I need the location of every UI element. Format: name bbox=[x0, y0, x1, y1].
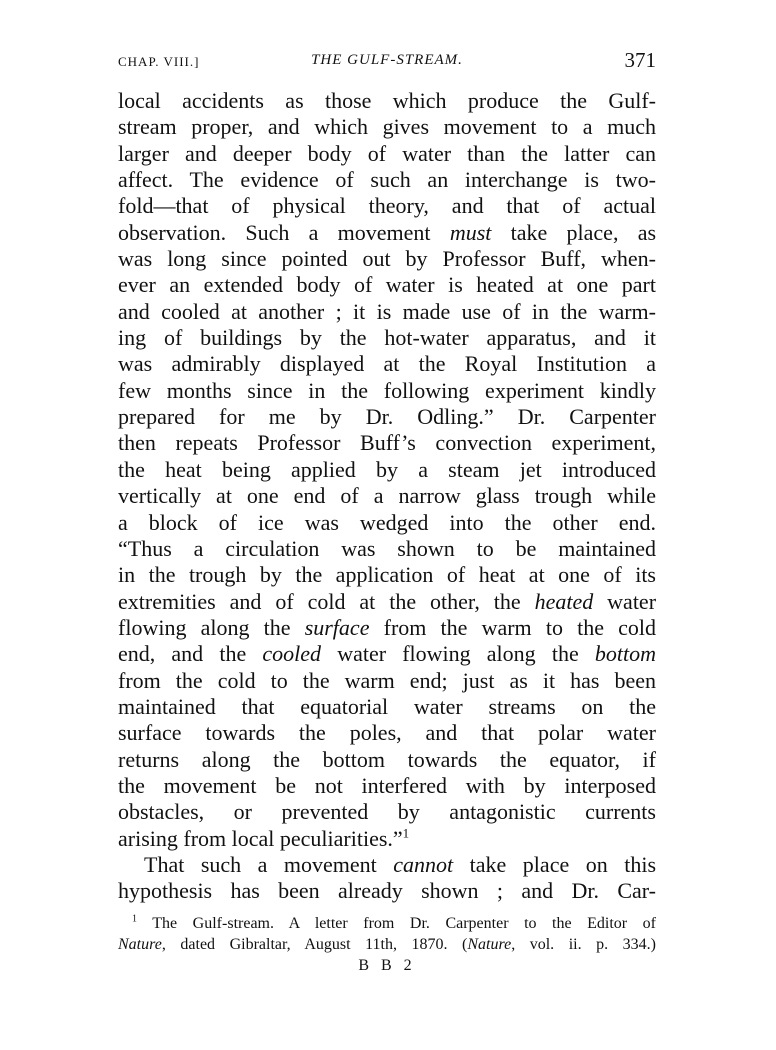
text-line: a block of ice was wedged into the other end. bbox=[118, 509, 656, 535]
text-line: larger and deeper body of water than the latter can bbox=[118, 140, 656, 166]
text-line: vertically at one end of a narrow glass trough while bbox=[118, 483, 656, 509]
italic-word: cannot bbox=[393, 851, 454, 877]
text-line: local accidents as those which produce the Gulf- bbox=[118, 88, 656, 113]
footnote-reference: 1 bbox=[402, 825, 410, 841]
italic-word: must bbox=[449, 219, 492, 245]
text-line: returns along the bottom towards the equator, if bbox=[118, 746, 656, 772]
text-fragment: take place on this bbox=[469, 851, 656, 877]
text-fragment: That such a movement bbox=[144, 851, 377, 877]
text-line bbox=[118, 852, 656, 878]
book-page bbox=[118, 46, 656, 975]
italic-word: heated bbox=[534, 588, 594, 614]
text-line: the movement be not interfered with by interposed bbox=[118, 772, 656, 798]
text-line: was admirably displayed at the Royal Institution a bbox=[118, 351, 656, 377]
text-line: obstacles, or prevented by antagonistic currents bbox=[118, 799, 656, 825]
footnote-text: , vol. ii. p. 334.) bbox=[511, 935, 656, 953]
text-fragment: flowing along the bbox=[118, 614, 291, 640]
text-line: the heat being applied by a steam jet introduced bbox=[118, 456, 656, 482]
footnote bbox=[118, 913, 656, 955]
text-fragment: arising from local peculiarities.” bbox=[118, 825, 403, 851]
text-fragment: water bbox=[607, 588, 657, 614]
text-fragment: end, and the bbox=[118, 641, 247, 667]
running-header bbox=[118, 46, 656, 76]
text-line: ing of buildings by the hot-water apparatus, and it bbox=[118, 325, 656, 351]
footnote-text: The Gulf-stream. A letter from Dr. Carpenter to the Editor of bbox=[152, 914, 657, 932]
text-line: hypothesis has been already shown ; and Dr. Car- bbox=[118, 878, 656, 904]
footnote-marker: 1 bbox=[132, 913, 137, 925]
text-line: stream proper, and which gives movement to a much bbox=[118, 114, 656, 140]
page-number: 371 bbox=[624, 48, 656, 72]
italic-word: surface bbox=[304, 614, 370, 640]
text-line bbox=[118, 220, 656, 246]
italic-word: Nature bbox=[467, 935, 512, 953]
text-fragment: take place, as bbox=[510, 219, 657, 245]
text-line: then repeats Professor Buff’s convection experiment, bbox=[118, 430, 656, 456]
text-line bbox=[118, 615, 656, 641]
text-line: from the cold to the warm end; just as it has been bbox=[118, 667, 656, 693]
text-line: was long since pointed out by Professor Buff, when- bbox=[118, 246, 656, 272]
text-fragment: water flowing along the bbox=[337, 641, 579, 667]
italic-word: bottom bbox=[594, 641, 656, 667]
chapter-label: CHAP. VIII.] bbox=[118, 54, 200, 69]
text-line: “Thus a circulation was shown to be maintained bbox=[118, 535, 656, 561]
text-line: few months since in the following experiment kindly bbox=[118, 377, 656, 403]
text-line: prepared for me by Dr. Odling.” Dr. Carpenter bbox=[118, 404, 656, 430]
text-line: surface towards the poles, and that polar water bbox=[118, 720, 656, 746]
text-line: fold—that of physical theory, and that of actual bbox=[118, 193, 656, 219]
text-fragment: observation. Such a movement bbox=[118, 219, 431, 245]
italic-word: cooled bbox=[262, 641, 322, 667]
text-fragment: from the warm to the cold bbox=[383, 614, 657, 640]
text-line: ever an extended body of water is heated at one part bbox=[118, 272, 656, 298]
footnote-text: , dated Gibraltar, August 11th, 1870. ( bbox=[161, 935, 468, 953]
text-line: in the trough by the application of heat at one of its bbox=[118, 562, 656, 588]
text-fragment: extremities and of cold at the other, the bbox=[118, 588, 521, 614]
text-line bbox=[118, 826, 656, 852]
text-line bbox=[118, 589, 656, 615]
italic-word: Nature bbox=[118, 935, 162, 953]
text-line bbox=[118, 641, 656, 667]
text-line: maintained that equatorial water streams on the bbox=[118, 693, 656, 719]
running-title: THE GULF-STREAM. bbox=[311, 52, 463, 68]
signature-mark: B B 2 bbox=[358, 956, 416, 974]
footnote-line bbox=[118, 913, 656, 934]
text-line: affect. The evidence of such an interchange is two- bbox=[118, 167, 656, 193]
body-text bbox=[118, 88, 656, 905]
text-line: and cooled at another ; it is made use of in the warm- bbox=[118, 298, 656, 324]
footnote-line bbox=[118, 934, 656, 955]
